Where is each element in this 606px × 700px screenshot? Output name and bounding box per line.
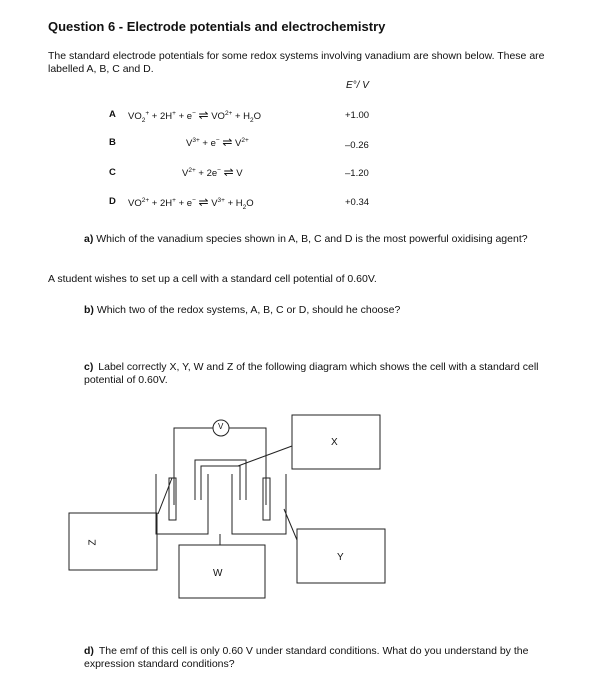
reaction-letter-a: A xyxy=(109,109,116,120)
question-d-label: d) xyxy=(84,645,94,657)
question-title: Question 6 - Electrode potentials and electrochemistry xyxy=(48,19,386,34)
beaker-left xyxy=(156,474,208,534)
reaction-d-value: +0.34 xyxy=(345,197,370,208)
question-d-text: The emf of this cell is only 0.60 V under standard conditions. What do you understand by the expression standard conditions? xyxy=(84,645,529,670)
label-w: W xyxy=(213,568,223,579)
salt-bridge-inner xyxy=(201,466,240,500)
reaction-c-value: –1.20 xyxy=(345,168,369,179)
box-z xyxy=(69,513,157,570)
pointer-x xyxy=(238,446,292,466)
label-x: X xyxy=(331,437,338,448)
reaction-letter-b: B xyxy=(109,137,116,148)
question-c-text: Label correctly X, Y, W and Z of the following diagram which shows the cell with a standard cell potential of 0.60V. xyxy=(84,361,539,386)
question-a-label: a) xyxy=(84,233,94,245)
reaction-b-value: –0.26 xyxy=(345,140,369,151)
reaction-b-equation: $V^{3+} + e^-$ ⇌ $V^{2+}$ xyxy=(186,135,249,149)
label-y: Y xyxy=(337,552,344,563)
question-b-text: Which two of the redox systems, A, B, C or D, should he choose? xyxy=(96,304,401,316)
question-a-text: Which of the vanadium species shown in A, B, C and D is the most powerful oxidising agent? xyxy=(96,233,528,245)
reaction-a-value: +1.00 xyxy=(345,110,370,121)
pointer-z xyxy=(158,478,172,514)
voltmeter-label: V xyxy=(218,422,224,431)
label-z: Z xyxy=(87,539,99,546)
question-d xyxy=(84,645,554,671)
intro-text: The standard electrode potentials for some redox systems involving vanadium are shown below. These are labelled A, B, C and D. xyxy=(48,50,545,75)
reaction-a-equation: $VO_2^+ + 2H^+ + e^-$ ⇌ $VO^{2+} + H_2O$ xyxy=(128,108,262,124)
reaction-d-equation: $VO^{2+} + 2H^+ + e^-$ ⇌ $V^{3+} + H_2O$ xyxy=(128,195,254,211)
student-statement: A student wishes to set up a cell with a standard cell potential of 0.60V. xyxy=(48,273,377,285)
question-c-label: c) xyxy=(84,361,94,373)
question-b-label: b) xyxy=(84,304,94,316)
reaction-letter-d: D xyxy=(109,196,116,207)
reaction-c-equation: $V^{2+} + 2e^-$ ⇌ V xyxy=(182,165,243,179)
reaction-letter-c: C xyxy=(109,167,116,178)
potential-header: E°/ V xyxy=(346,80,369,91)
